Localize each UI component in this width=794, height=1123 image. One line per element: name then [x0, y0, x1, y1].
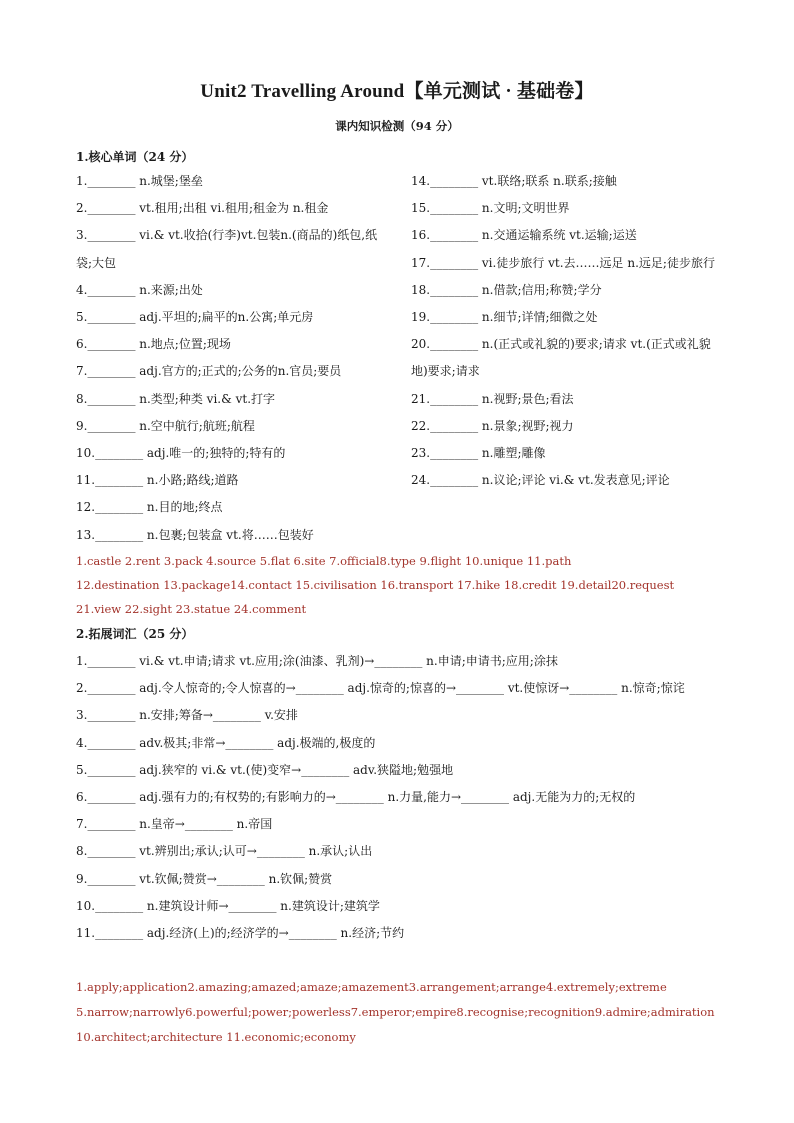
answer-line: 1.apply;application2.amazing;amazed;amaze;amazement3.arrangement;arrange4.extremely;extreme [76, 980, 667, 994]
section1-answers [76, 549, 726, 621]
vocab-item: 10.________ n.建筑设计师→________ n.建筑设计;建筑学 [76, 898, 380, 913]
vocab-item: 22.________ n.景象;视野;视力 [411, 418, 574, 433]
section2-list [76, 648, 726, 947]
vocab-item: 4.________ adv.极其;非常→________ adj.极端的,极度的 [76, 735, 376, 750]
vocab-item: 10.________ adj.唯一的;独特的;特有的 [76, 446, 286, 461]
vocab-item: 7.________ adj.官方的;正式的;公务的n.官员;要员 [76, 364, 342, 379]
vocab-item: 8.________ vt.辨别出;承认;认可→________ n.承认;认出 [76, 844, 373, 859]
vocab-item: 5.________ adj.平坦的;扁平的n.公寓;单元房 [76, 310, 314, 325]
vocab-item: 17.________ vi.徒步旅行 vt.去……远足 n.远足;徒步旅行 [411, 255, 715, 270]
vocab-item: 1.________ n.城堡;堡垒 [76, 174, 203, 188]
section2-heading: 2.拓展词汇（25 分） [76, 627, 194, 641]
section1-heading: 1.核心单词（24 分） [76, 150, 194, 164]
vocab-item: 11.________ n.小路;路线;道路 [76, 473, 239, 488]
answer-line: 12.destination 13.package14.contact 15.civilisation 16.transport 17.hike 18.credit 19.detail20.request [76, 578, 675, 592]
vocab-item: 13.________ n.包裹;包装盒 vt.将……包装好 [76, 527, 314, 542]
answer-line: 21.view 22.sight 23.statue 24.comment [76, 602, 307, 616]
vocab-item: 16.________ n.交通运输系统 vt.运输;运送 [411, 228, 637, 243]
answer-line: 5.narrow;narrowly6.powerful;power;powerless7.emperor;empire8.recognise;recognition9.admire;admiration [76, 1005, 715, 1019]
answer-line: 10.architect;architecture 11.economic;economy [76, 1030, 356, 1044]
vocab-item: 20.________ n.(正式或礼貌的)要求;请求 vt.(正式或礼貌地)要求;请求 [411, 337, 711, 379]
vocab-item: 6.________ n.地点;位置;现场 [76, 337, 231, 352]
vocab-item: 9.________ n.空中航行;航班;航程 [76, 418, 255, 433]
vocab-item: 9.________ vt.钦佩;赞赏→________ n.钦佩;赞赏 [76, 871, 333, 886]
vocab-item: 24.________ n.议论;评论 vi.& vt.发表意见;评论 [411, 473, 670, 488]
vocab-item: 1.________ vi.& vt.申请;请求 vt.应用;涂(油漆、乳剂)→________ n.申请;申请书;应用;涂抹 [76, 654, 558, 668]
vocab-item: 7.________ n.皇帝→________ n.帝国 [76, 817, 273, 832]
vocab-item: 23.________ n.雕塑;雕像 [411, 446, 546, 461]
vocab-item: 19.________ n.细节;详情;细微之处 [411, 310, 598, 325]
page-subtitle: 课内知识检测（94 分） [335, 119, 459, 133]
vocab-item: 3.________ n.安排;筹备→________ v.安排 [76, 708, 298, 723]
vocab-item: 12.________ n.目的地;终点 [76, 500, 223, 515]
vocab-item: 21.________ n.视野;景色;看法 [411, 391, 574, 406]
vocab-item: 4.________ n.来源;出处 [76, 282, 203, 297]
section2-answers [76, 975, 726, 1050]
section1-left-column [76, 168, 388, 549]
vocab-item: 18.________ n.借款;信用;称赞;学分 [411, 282, 602, 297]
page-title: Unit2 Travelling Around【单元测试 · 基础卷】 [200, 81, 594, 102]
vocab-item: 5.________ adj.狭窄的 vi.& vt.(使)变窄→________ adv.狭隘地;勉强地 [76, 762, 454, 777]
answer-line: 1.castle 2.rent 3.pack 4.source 5.flat 6.site 7.official8.type 9.flight 10.unique 11.path [76, 554, 572, 568]
vocab-item: 11.________ adj.经济(上)的;经济学的→________ n.经济;节约 [76, 926, 405, 941]
vocab-item: 3.________ vi.& vt.收拾(行李)vt.包装n.(商品的)纸包,纸袋;大包 [76, 228, 378, 270]
section1-right-column [411, 168, 723, 494]
vocab-item: 2.________ vt.租用;出租 vi.租用;租金为 n.租金 [76, 201, 329, 216]
vocab-item: 14.________ vt.联络;联系 n.联系;接触 [411, 174, 617, 188]
vocab-item: 8.________ n.类型;种类 vi.& vt.打字 [76, 391, 276, 406]
vocab-item: 15.________ n.文明;文明世界 [411, 201, 570, 216]
vocab-item: 2.________ adj.令人惊奇的;令人惊喜的→________ adj.惊奇的;惊喜的→________ vt.使惊讶→________ n.惊奇;惊诧 [76, 681, 685, 696]
vocab-item: 6.________ adj.强有力的;有权势的;有影响力的→________ n.力量,能力→________ adj.无能为力的;无权的 [76, 790, 636, 805]
